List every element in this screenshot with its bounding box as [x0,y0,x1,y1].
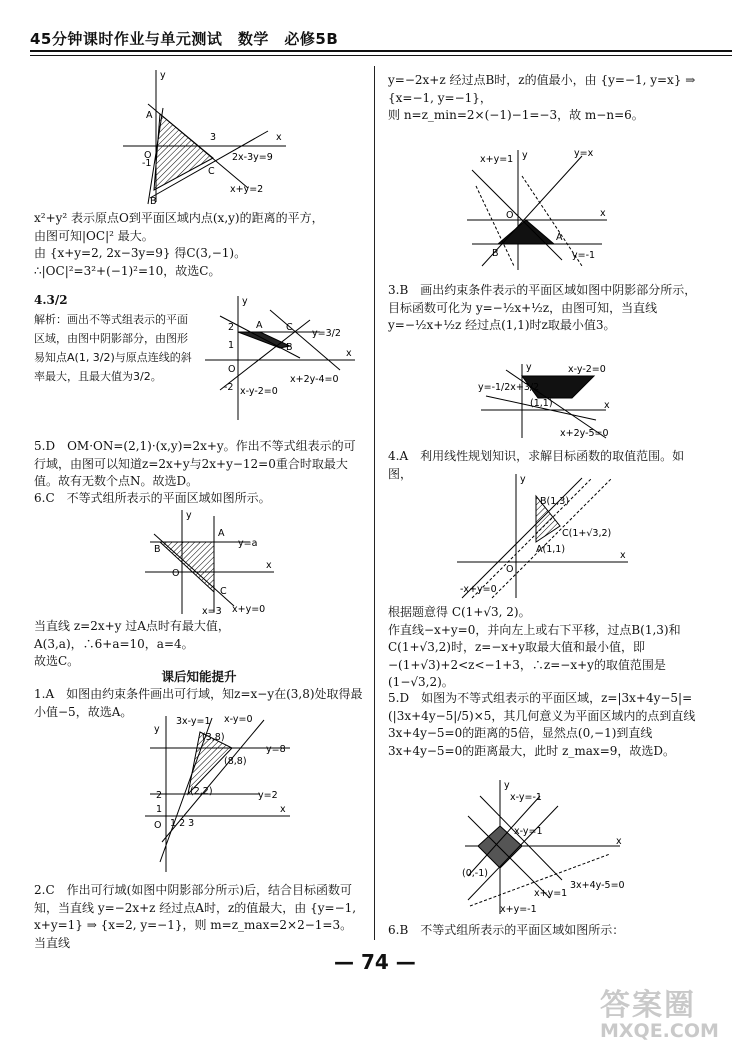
fig1-label: O [144,150,152,161]
fig3-label: y [186,510,192,521]
q3-solution: x²+y² 表示原点O到平面区域内点(x,y)的距离的平方， 由图可知|OC|² 最大。 由 {x+y=2, 2x−3y=9} 得C(3,−1)。 ∴|OC|²=3²+(−1)²=10，故选C。 [34,211,324,278]
fig4-label: O [154,820,162,831]
fig7-label: x [620,550,626,561]
fig6-label: x-y-2=0 [568,364,606,375]
fig2-label: 2 [228,322,235,333]
section-title: 课后知能提升 [161,669,237,684]
fig6-label: y=-1/2x+3/2 [478,382,540,393]
figure-feasible-region-1 [118,66,288,206]
fig3-label: C [220,586,227,597]
fig2-label: y [242,296,248,307]
figure-feasible-region-5 [462,146,612,272]
fig4-label: 2 [156,790,163,801]
fig4-label: (3,8) [202,732,225,743]
fig1-label: y [160,70,166,81]
fig3-label: B [154,544,161,555]
fig4-label: y [154,724,160,735]
r5-solution: 5.D 如图为不等式组表示的平面区域，z=|3x+4y−5|=(|3x+4y−5|/5)×5，其几何意义为平面区域内的点到直线3x+4y−5=0的距离的5倍，显然点(0,−1)到直线3x+4y−5=0的距离最大，此时 z_max=9，故选D。 [388,691,696,758]
fig8-label: (0,-1) [462,868,488,879]
fig7-label: A(1,1) [536,544,566,555]
q6-solution: 6.C 不等式组所表示的平面区域如图所示。 [34,491,271,505]
fig1-label: B [150,196,157,206]
fig4-label: (2,2) [190,786,213,797]
fig1-label: -1 [142,158,152,169]
fig2-label: C [286,322,293,333]
fig2-label: O [228,364,236,375]
fig1-label: x+y=2 [230,184,264,195]
figure-feasible-region-3 [140,506,280,616]
r3-solution: 3.B 画出约束条件表示的平面区域如图中阴影部分所示，目标函数可化为 y=−½x+½z，由图可知，当直线 y=−½x+½z 经过点(1,1)时z取最小值3。 [388,283,697,332]
q4-solution: 4.3/2 解析：画出不等式组表示的平面区域，由图中阴影部分，由图形易知点A(1, 3/2)与原点连线的斜率最大，且最大值为3/2。 [34,293,192,383]
r1-solution: y=−2x+z 经过点B时，z的值最小，由 {y=−1, y=x} ⇒ {x=−1, y=−1}， 则 n=z_min=2×(−1)−1=−3，故 m−n=6。 [388,73,696,122]
fig6-label: y [526,362,532,373]
fig5-label: y=x [574,148,594,159]
watermark-url: MXQE.COM [600,1020,719,1042]
fig2-label: y=3/2 [312,328,341,339]
fig8-label: 3x+4y-5=0 [570,880,625,891]
fig3-label: x=3 [202,606,222,616]
q6-conclusion: 当直线 z=2x+y 过A点时有最大值， A(3,a)，∴6+a=10，a=4。 故选C。 [34,619,230,668]
header-rule [30,50,732,52]
fig2-label: x [346,348,352,359]
fig8-label: x-y=1 [514,826,543,837]
fig5-label: x+y=1 [480,154,514,165]
fig1-label: x [276,132,282,143]
fig4-label: x [280,804,286,815]
header-rule-thin [30,55,732,56]
r4-solution: 4.A 利用线性规划知识，求解目标函数的取值范围。如图， [388,449,685,481]
watermark-text: 答案圈 [600,988,696,1023]
fig3-label: O [172,568,180,579]
fig8-label: x [616,836,622,847]
watermark [600,980,740,1042]
fig7-label: B(1,3) [540,496,570,507]
page-number: — 74 — [334,950,416,974]
figure-feasible-region-4 [140,712,300,874]
fig6-label: x+2y-5=0 [560,428,609,439]
fig8-label: x+y=1 [534,888,568,899]
fig7-label: y [520,474,526,485]
fig8-label: x+y=-1 [500,904,537,915]
fig3-label: x [266,560,272,571]
fig1-label: 3 [210,132,217,143]
fig5-label: O [506,210,514,221]
fig2-label: A [256,320,263,331]
fig4-label: x-y=0 [224,714,253,725]
fig7-label: C(1+√3,2) [562,528,612,539]
figure-feasible-region-2 [200,290,360,430]
fig2-label: x+2y-4=0 [290,374,339,385]
fig1-label: 2x-3y=9 [232,152,273,163]
k1-solution: 1.A 如图由约束条件画出可行域，知z=x−y在(3,8)处取得最小值−5，故选A。 [34,687,363,719]
page-header: 45分钟课时作业与单元测试 数学 必修5B [30,30,339,48]
fig2-label: B [286,342,293,353]
fig7-label: -x+y=0 [460,584,497,595]
fig3-label: x+y=0 [232,604,266,615]
fig6-label: x [604,400,610,411]
fig3-label: y=a [238,538,258,549]
fig5-label: y=-1 [572,250,596,261]
fig5-label: x [600,208,606,219]
fig5-label: A [556,232,563,243]
fig2-label: -2 [224,382,234,393]
figure-feasible-region-7 [452,470,632,600]
fig5-label: B [492,248,499,259]
column-divider [374,66,375,940]
fig7-label: O [506,564,514,575]
fig3-label: A [218,528,225,539]
fig5-label: y [522,150,528,161]
fig1-label: A [146,110,153,121]
figure-feasible-region-8 [460,776,630,916]
r4-conclusion: 根据题意得 C(1+√3, 2)。 作直线−x+y=0，并向左上或右下平移，过点B(1,3)和C(1+√3,2)时，z=−x+y取最大值和最小值，即−(1+√3)+2<z<−1+3，∴z=−x+y的取值范围是(1−√3,2)。 [388,605,681,689]
figure-feasible-region-6 [476,360,616,440]
fig6-label: (1,1) [530,398,553,409]
fig4-label: 1 [156,804,163,815]
fig4-label: (8,8) [224,756,247,767]
fig2-label: x-y-2=0 [240,386,278,397]
fig1-label: C [208,166,215,177]
fig4-label: y=8 [266,744,286,755]
fig4-label: y=2 [258,790,278,801]
k2-solution: 2.C 作出可行域(如图中阴影部分所示)后，结合目标函数可知，当直线 y=−2x+z 经过点A时，z的值最大，由 {y=−1, x+y=1} ⇒ {x=2, y=−1}，则 m=z_max=2×2−1=3。当直线 [34,883,357,950]
fig8-label: x-y=-1 [510,792,542,803]
fig8-label: y [504,780,510,791]
r6-solution: 6.B 不等式组所表示的平面区域如图所示： [388,923,625,937]
fig4-label: 1 2 3 [170,818,195,829]
q5-solution: 5.D OM·ON=(2,1)·(x,y)=2x+y。作出不等式组表示的可行域，由图可以知道z=2x+y与2x+y−12=0重合时取最大值。故有无数个点N。故选D。 [34,439,356,488]
fig2-label: 1 [228,340,235,351]
fig4-label: 3x-y=1 [176,716,211,727]
